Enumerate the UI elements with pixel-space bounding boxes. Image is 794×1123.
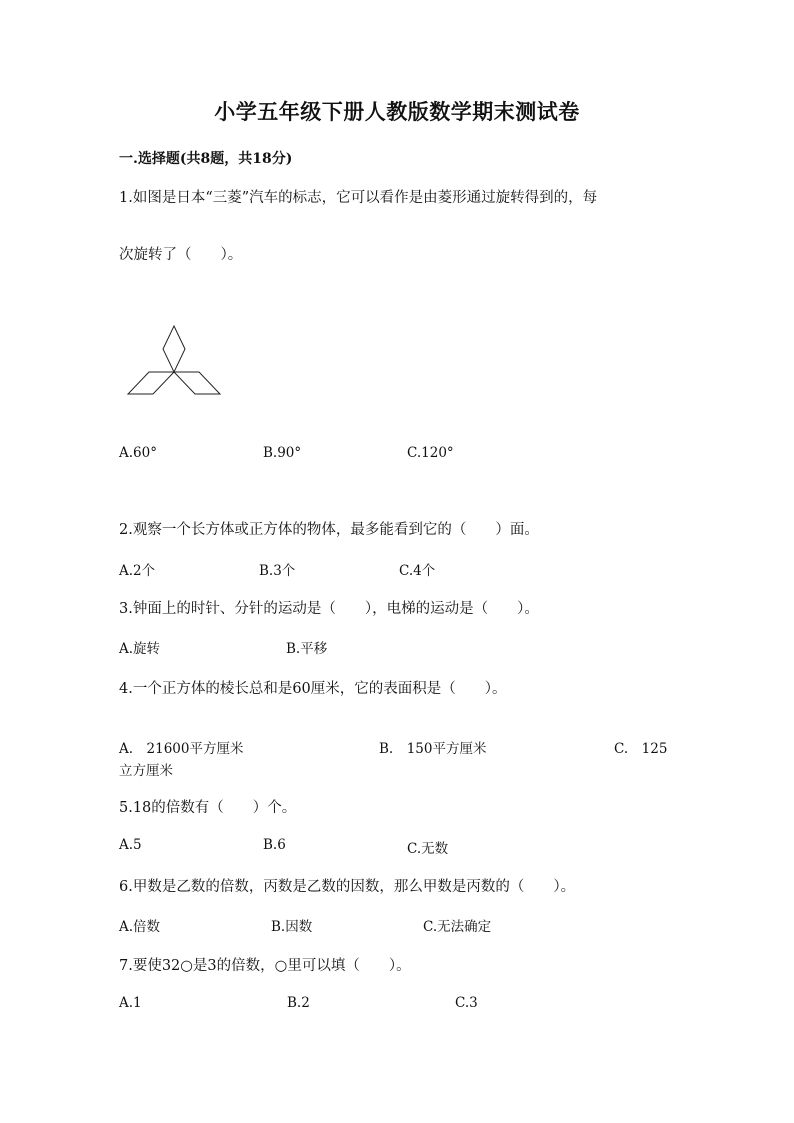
question-5-option-a[interactable]: A.5 xyxy=(119,837,142,853)
question-1-line-2: 次旋转了（ ）。 xyxy=(119,247,243,263)
rhombus-left xyxy=(128,372,174,394)
rhombus-right xyxy=(174,372,220,394)
question-7-option-c[interactable]: C.3 xyxy=(455,995,478,1011)
mitsubishi-logo-figure xyxy=(124,322,224,398)
question-7-option-a[interactable]: A.1 xyxy=(119,995,142,1011)
section-heading: 一.选择题(共8题，共18分) xyxy=(119,151,293,167)
question-4-option-a[interactable]: A. 21600平方厘米 xyxy=(119,741,244,757)
question-2-option-c[interactable]: C.4个 xyxy=(399,563,436,579)
question-6-option-c[interactable]: C.无法确定 xyxy=(423,919,492,935)
question-6-option-b[interactable]: B.因数 xyxy=(271,919,313,935)
question-2-text: 2.观察一个长方体或正方体的物体，最多能看到它的（ ）面。 xyxy=(119,522,539,538)
question-5-text: 5.18的倍数有（ ）个。 xyxy=(119,800,297,816)
page-title: 小学五年级下册人教版数学期末测试卷 xyxy=(214,99,580,124)
question-1-option-a[interactable]: A.60° xyxy=(119,445,157,461)
question-6-option-a[interactable]: A.倍数 xyxy=(119,919,161,935)
question-5-option-c[interactable]: C.无数 xyxy=(407,841,449,857)
question-6-text: 6.甲数是乙数的倍数，丙数是乙数的因数，那么甲数是丙数的（ ）。 xyxy=(119,879,576,895)
question-2-option-b[interactable]: B.3个 xyxy=(259,563,296,579)
question-2-option-a[interactable]: A.2个 xyxy=(119,563,156,579)
question-4-text: 4.一个正方体的棱长总和是60厘米，它的表面积是（ ）。 xyxy=(119,681,507,697)
question-1-line-1: 1.如图是日本“三菱”汽车的标志，它可以看作是由菱形通过旋转得到的，每 xyxy=(119,190,598,206)
question-4-option-b[interactable]: B. 150平方厘米 xyxy=(379,741,487,757)
question-7-text: 7.要使32○是3的倍数，○里可以填（ ）。 xyxy=(119,958,411,974)
rhombus-top xyxy=(163,326,185,372)
question-1-option-c[interactable]: C.120° xyxy=(407,445,454,461)
question-5-option-b[interactable]: B.6 xyxy=(263,837,286,853)
question-1-option-b[interactable]: B.90° xyxy=(263,445,302,461)
question-3-option-b[interactable]: B.平移 xyxy=(286,641,328,657)
question-7-option-b[interactable]: B.2 xyxy=(287,995,310,1011)
question-3-text: 3.钟面上的时针、分针的运动是（ ），电梯的运动是（ ）。 xyxy=(119,601,539,617)
question-4-option-c[interactable]: C. 125 xyxy=(614,741,668,757)
question-3-option-a[interactable]: A.旋转 xyxy=(119,641,161,657)
question-4-option-c-continued: 立方厘米 xyxy=(119,763,173,779)
